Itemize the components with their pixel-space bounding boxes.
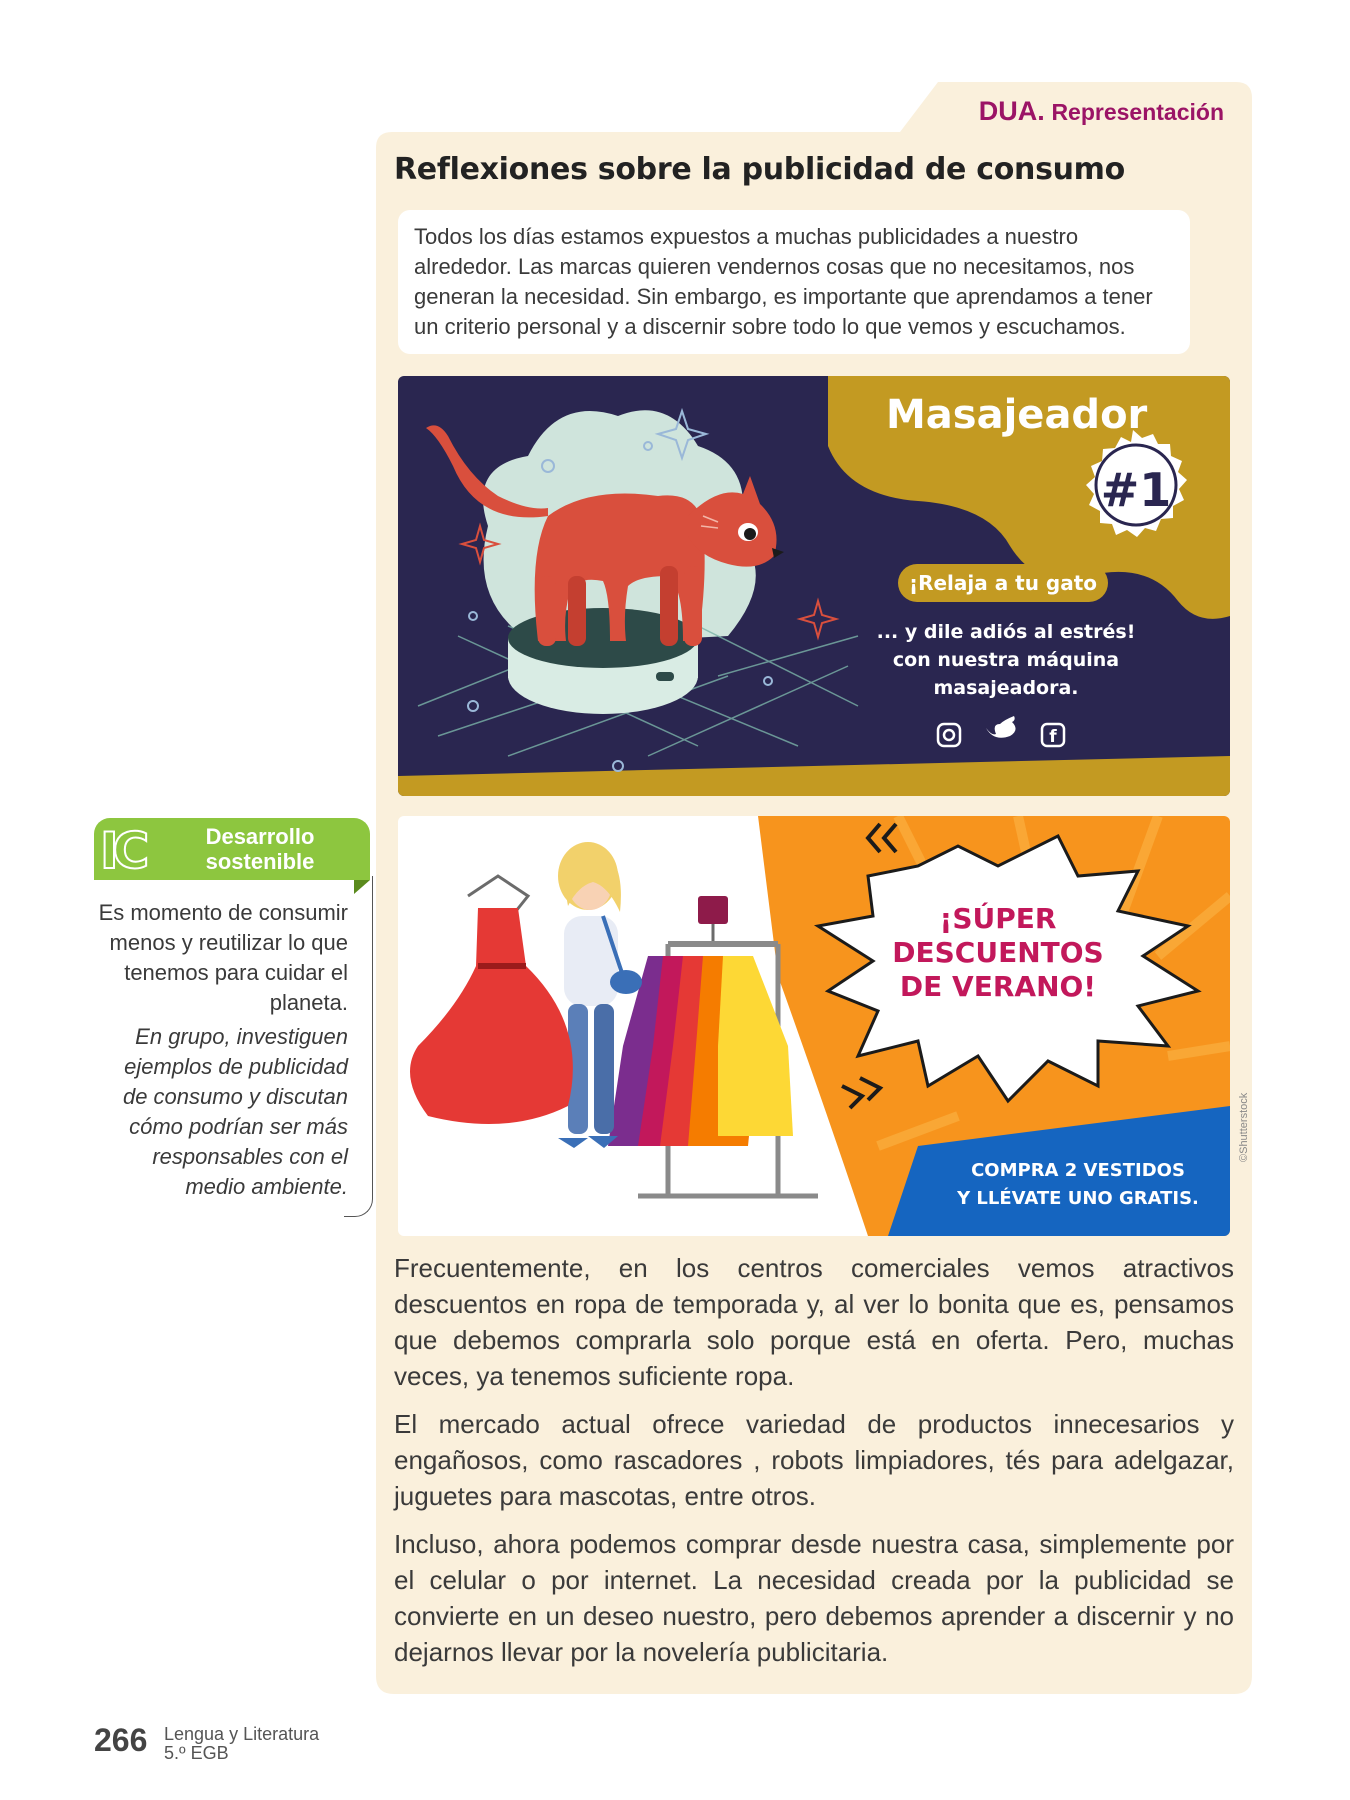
image-credit: ©Shutterstock <box>1238 1092 1250 1162</box>
ad-body-line3: masajeadora. <box>933 677 1079 699</box>
intro-text: Todos los días estamos expuestos a muchas publicidades a nuestro alrededor. Las marcas quieren vendernos cosas que no necesitamos, nos generan la necesidad. Sin embargo, es importante que aprendamos a tener un criterio personal y a discernir sobre todo lo que vemos y escuchamos. <box>398 210 1190 354</box>
sale-banner-line2: Y LLÉVATE UNO GRATIS. <box>957 1188 1199 1209</box>
sale-burst-line1: ¡SÚPER <box>939 902 1057 935</box>
paragraph-1: Frecuentemente, en los centros comerciales vemos atractivos descuentos en ropa de temporada y, al ver lo bonita que es, pensamos que debemos comprarla solo porque está en oferta. Pero, muchas veces, ya tenemos suficiente ropa. <box>394 1253 1234 1391</box>
sidebar-border <box>344 876 373 1217</box>
activity-card <box>376 82 1252 1694</box>
cat-massager-ad <box>398 376 1230 796</box>
card-title: Reflexiones sobre la publicidad de consumo <box>394 152 1125 187</box>
sale-burst-line2: DESCUENTOS <box>892 936 1104 969</box>
dua-representation: Representación <box>1051 99 1224 125</box>
ad-body-line2: con nuestra máquina <box>892 649 1120 671</box>
sustainability-sidebar <box>94 818 374 1258</box>
sale-burst-line3: DE VERANO! <box>899 970 1097 1003</box>
grade-level: 5.º EGB <box>164 1743 229 1763</box>
subject-name: Lengua y Literatura <box>164 1724 320 1744</box>
sale-banner-line1: COMPRA 2 VESTIDOS <box>971 1160 1185 1181</box>
ad-badge-number: #1 <box>1100 463 1172 517</box>
ic-logo: IC <box>100 822 144 880</box>
ic-badge <box>94 818 370 880</box>
ad-body-line1: ... y dile adiós al estrés! <box>876 621 1136 643</box>
summer-sale-ad <box>398 816 1230 1236</box>
svg-text:f: f <box>1049 727 1057 747</box>
dua-prefix: DUA. <box>978 96 1045 126</box>
sidebar-message: Es momento de consumir menos y reutilizar lo que tenemos para cuidar el planeta. <box>98 900 348 1015</box>
footer-subject <box>164 1725 319 1763</box>
paragraph-2: El mercado actual ofrece variedad de productos innecesarios y engañosos, como rascadores , robots limpiadores, tés para adelgazar, juguetes para mascotas, entre otros. <box>394 1409 1234 1511</box>
body-text <box>394 1250 1234 1682</box>
ad-pill-text: ¡Relaja a tu gato <box>908 571 1098 595</box>
sidebar-title-line1: Desarrollo <box>205 824 315 849</box>
sidebar-title <box>170 824 350 874</box>
page-number: 266 <box>94 1722 148 1758</box>
dua-label <box>979 96 1224 127</box>
paragraph-3: Incluso, ahora podemos comprar desde nuestra casa, simplemente por el celular o por internet. La necesidad creada por la publicidad se convierte en un deseo nuestro, pero debemos aprender a discernir y no dejarnos llevar por la novelería publicitaria. <box>394 1529 1234 1667</box>
ad-headline: Masajeador <box>886 392 1148 438</box>
sidebar-text <box>98 898 348 1202</box>
sidebar-activity: En grupo, investiguen ejemplos de publicidad de consumo y discutan cómo podrían ser más responsables con el medio ambiente. <box>122 1024 348 1199</box>
sidebar-title-line2: sostenible <box>205 849 315 874</box>
